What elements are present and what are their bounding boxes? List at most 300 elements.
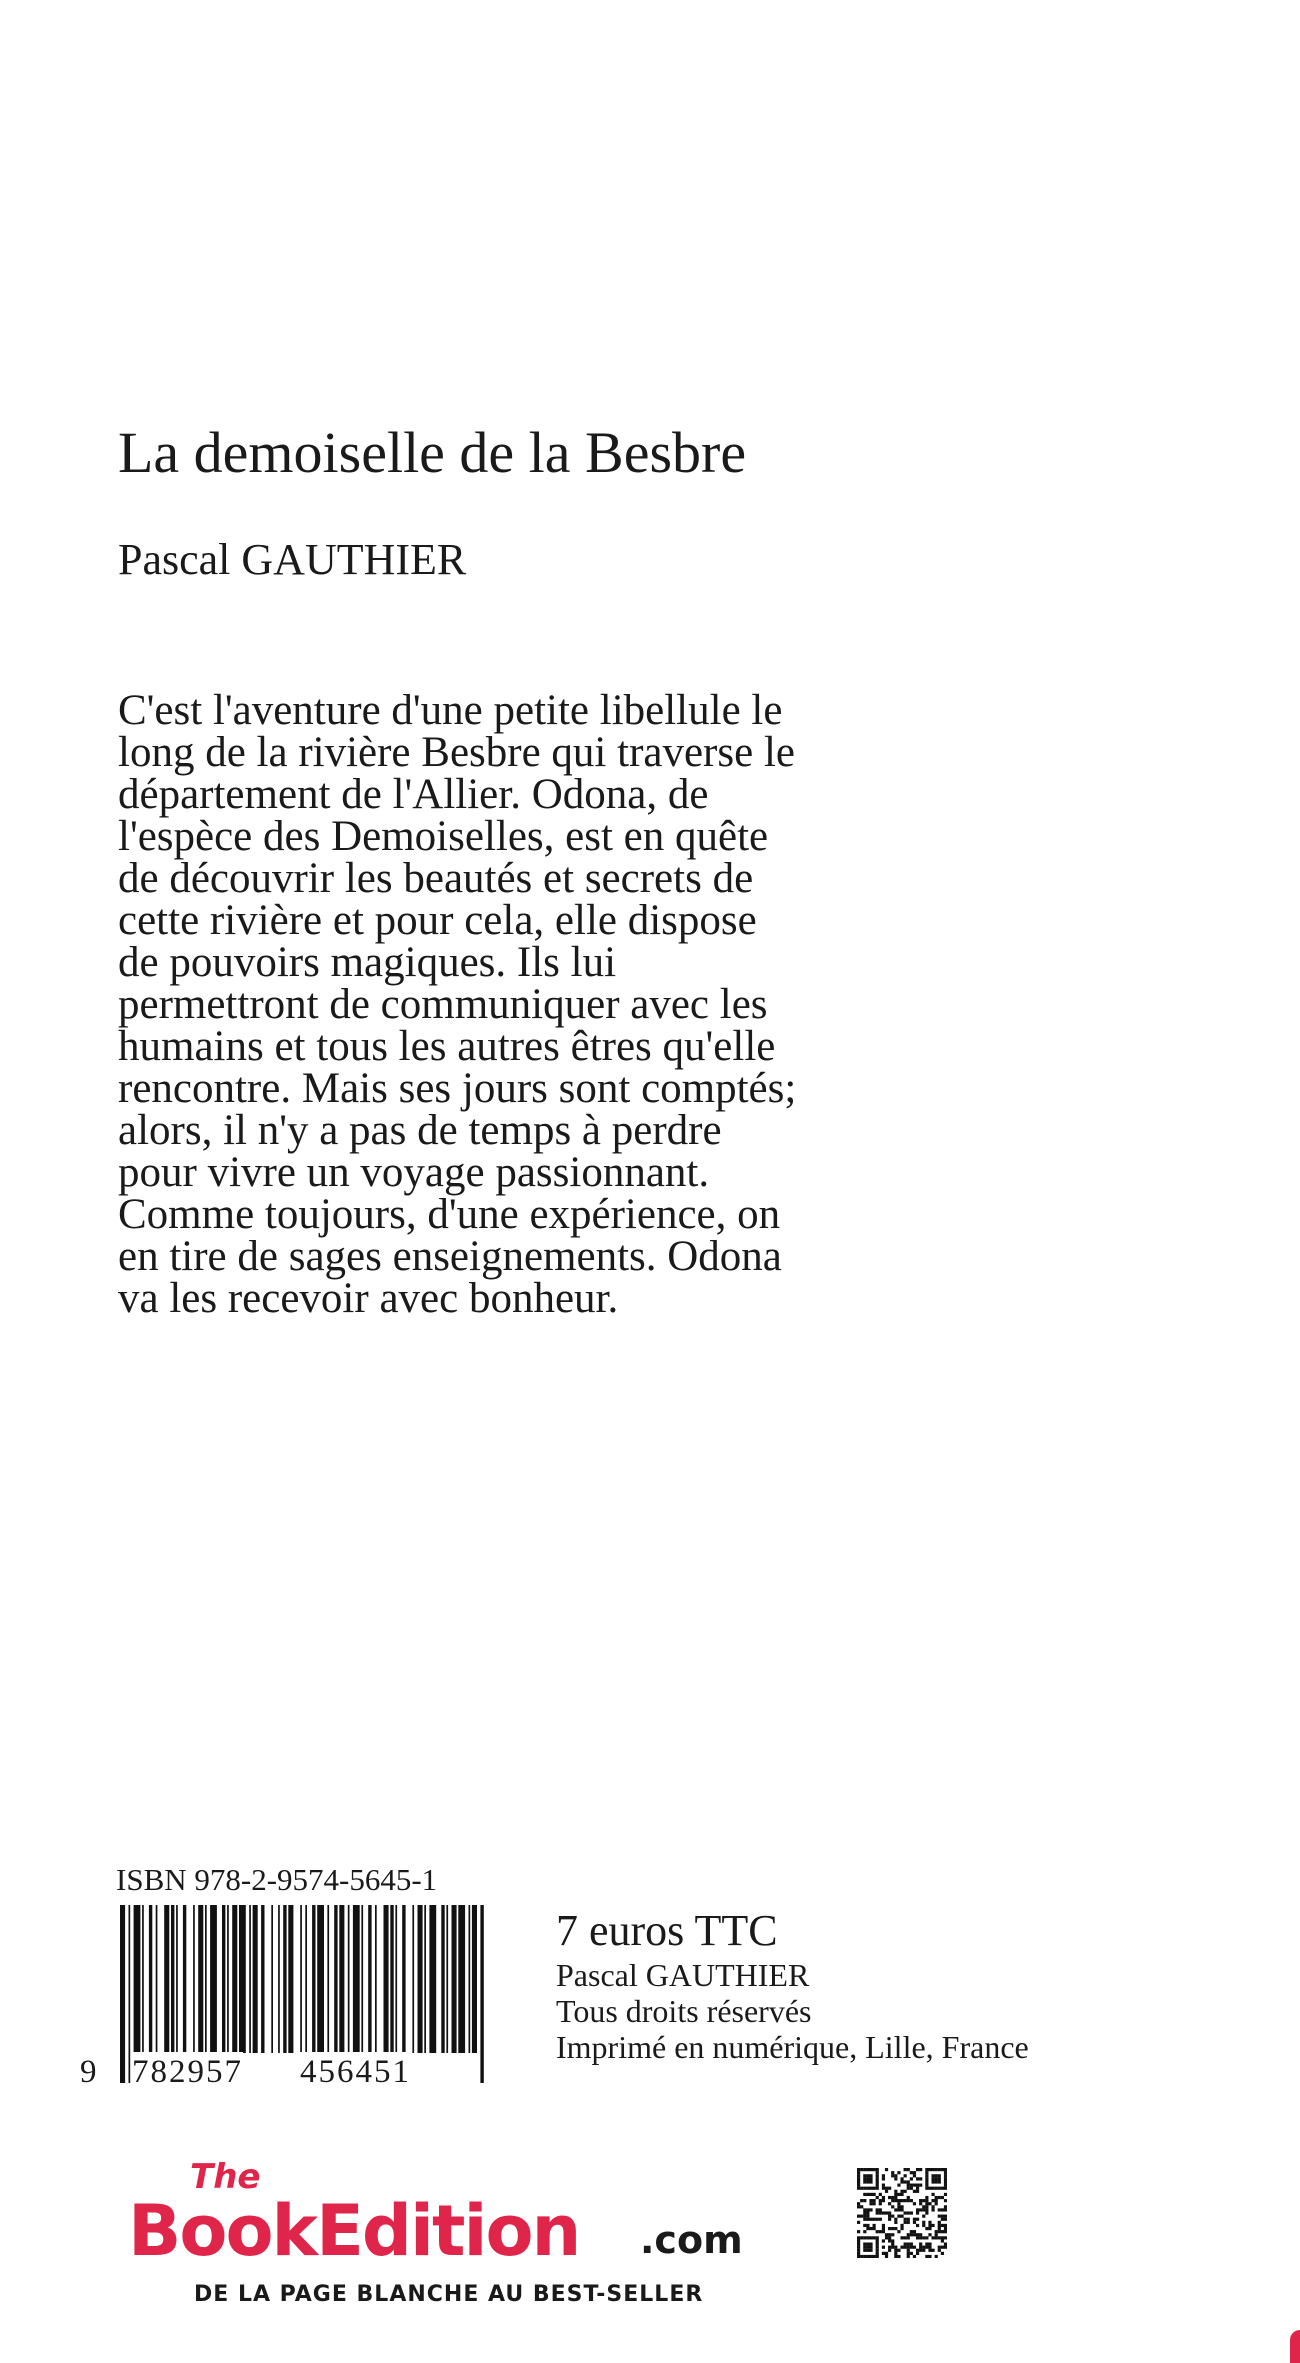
qr-module xyxy=(931,2224,934,2227)
qr-module xyxy=(935,2180,938,2183)
qr-module xyxy=(913,2246,916,2249)
qr-module xyxy=(863,2177,866,2180)
qr-module xyxy=(882,2230,885,2233)
qr-module xyxy=(888,2227,891,2230)
qr-module xyxy=(944,2230,947,2233)
qr-module xyxy=(935,2187,938,2190)
qr-module xyxy=(900,2224,903,2227)
qr-module xyxy=(869,2177,872,2180)
qr-module xyxy=(919,2236,922,2239)
qr-module xyxy=(900,2199,903,2202)
qr-module xyxy=(894,2255,897,2258)
qr-module xyxy=(916,2184,919,2187)
qr-module xyxy=(944,2177,947,2180)
barcode-bar xyxy=(300,1905,302,2053)
qr-module xyxy=(910,2187,913,2190)
qr-module xyxy=(907,2218,910,2221)
qr-module xyxy=(876,2196,879,2199)
qr-module xyxy=(919,2246,922,2249)
blurb-line: l'espèce des Demoiselles, est en quête xyxy=(118,813,769,860)
barcode-bar xyxy=(249,1905,251,2053)
qr-module xyxy=(938,2180,941,2183)
qr-module xyxy=(857,2205,860,2208)
qr-module xyxy=(907,2246,910,2249)
qr-module xyxy=(900,2236,903,2239)
qr-module xyxy=(869,2227,872,2230)
qr-module xyxy=(891,2246,894,2249)
qr-module xyxy=(941,2252,944,2255)
qr-module xyxy=(857,2215,860,2218)
qr-module xyxy=(891,2239,894,2242)
qr-module xyxy=(910,2211,913,2214)
qr-module xyxy=(876,2246,879,2249)
qr-module xyxy=(876,2184,879,2187)
barcode-bar xyxy=(458,1905,465,2053)
qr-module xyxy=(928,2246,931,2249)
qr-module xyxy=(897,2230,900,2233)
qr-module xyxy=(931,2208,934,2211)
barcode-bar xyxy=(232,1905,237,2053)
qr-module xyxy=(866,2187,869,2190)
qr-module xyxy=(863,2187,866,2190)
barcode-bar xyxy=(261,1905,264,2053)
qr-module xyxy=(935,2174,938,2177)
barcode-bar xyxy=(176,1905,178,2053)
qr-module xyxy=(869,2168,872,2171)
barcode-bar xyxy=(424,1905,426,2053)
qr-module xyxy=(876,2208,879,2211)
qr-module xyxy=(866,2242,869,2245)
qr-module xyxy=(938,2215,941,2218)
qr-module xyxy=(866,2208,869,2211)
qr-module xyxy=(944,2199,947,2202)
qr-module xyxy=(882,2177,885,2180)
qr-module xyxy=(894,2249,897,2252)
qr-module xyxy=(857,2174,860,2177)
qr-module xyxy=(935,2233,938,2236)
qr-module xyxy=(863,2218,866,2221)
book-author: Pascal GAUTHIER xyxy=(118,535,467,584)
qr-module xyxy=(910,2199,913,2202)
qr-module xyxy=(944,2208,947,2211)
qr-module xyxy=(860,2205,863,2208)
qr-module xyxy=(894,2199,897,2202)
qr-module xyxy=(857,2177,860,2180)
qr-module xyxy=(863,2236,866,2239)
qr-module xyxy=(904,2211,907,2214)
qr-module xyxy=(873,2199,876,2202)
qr-module xyxy=(888,2211,891,2214)
qr-module xyxy=(882,2196,885,2199)
barcode-bar xyxy=(469,1905,471,2053)
barcode-bar xyxy=(339,1905,344,2053)
qr-module xyxy=(941,2230,944,2233)
qr-module xyxy=(897,2208,900,2211)
qr-module xyxy=(935,2196,938,2199)
qr-module xyxy=(894,2196,897,2199)
qr-module xyxy=(931,2199,934,2202)
info-author: Pascal GAUTHIER xyxy=(556,1957,810,1993)
qr-module xyxy=(938,2224,941,2227)
qr-module xyxy=(869,2193,872,2196)
barcode-bar xyxy=(361,1905,363,2053)
qr-module xyxy=(904,2199,907,2202)
qr-module xyxy=(916,2187,919,2190)
barcode-bar xyxy=(390,1905,393,2053)
qr-module xyxy=(894,2218,897,2221)
qr-module xyxy=(907,2184,910,2187)
qr-module xyxy=(879,2199,882,2202)
qr-module xyxy=(907,2168,910,2171)
qr-module xyxy=(866,2193,869,2196)
blurb-line: cette rivière et pour cela, elle dispose xyxy=(118,897,757,944)
blurb-line: C'est l'aventure d'une petite libellule le xyxy=(118,687,783,734)
qr-module xyxy=(888,2202,891,2205)
qr-module xyxy=(857,2168,860,2171)
barcode-bar xyxy=(205,1905,207,2053)
qr-module xyxy=(944,2218,947,2221)
blurb-line: permettront de communiquer avec les xyxy=(118,981,768,1028)
qr-module xyxy=(879,2193,882,2196)
qr-module xyxy=(894,2193,897,2196)
qr-module xyxy=(935,2255,938,2258)
qr-module xyxy=(904,2190,907,2193)
blurb-line: va les recevoir avec bonheur. xyxy=(118,1275,619,1322)
qr-module xyxy=(863,2242,866,2245)
qr-module xyxy=(928,2242,931,2245)
barcode-bar xyxy=(278,1905,280,2053)
barcode-bar xyxy=(429,1905,436,2053)
qr-module xyxy=(913,2255,916,2258)
qr-module xyxy=(941,2215,944,2218)
qr-module xyxy=(928,2221,931,2224)
qr-module xyxy=(891,2215,894,2218)
qr-module xyxy=(857,2221,860,2224)
qr-module xyxy=(897,2171,900,2174)
qr-module xyxy=(863,2174,866,2177)
qr-module xyxy=(882,2246,885,2249)
qr-module xyxy=(910,2242,913,2245)
qr-module xyxy=(876,2177,879,2180)
qr-module xyxy=(900,2205,903,2208)
qr-module xyxy=(907,2180,910,2183)
qr-module xyxy=(894,2174,897,2177)
qr-module xyxy=(944,2242,947,2245)
qr-module xyxy=(876,2249,879,2252)
qr-module xyxy=(910,2184,913,2187)
qr-module xyxy=(857,2184,860,2187)
qr-module xyxy=(888,2218,891,2221)
barcode-bar xyxy=(149,1905,152,2053)
qr-module xyxy=(919,2233,922,2236)
qr-module xyxy=(925,2255,928,2258)
edge-mark xyxy=(1290,2330,1300,2363)
qr-module xyxy=(860,2255,863,2258)
qr-module xyxy=(888,2215,891,2218)
qr-module xyxy=(907,2236,910,2239)
qr-module xyxy=(931,2187,934,2190)
qr-module xyxy=(941,2196,944,2199)
barcode-bar xyxy=(480,1905,483,2083)
qr-module xyxy=(928,2227,931,2230)
barcode-bar xyxy=(418,1905,423,2053)
qr-module xyxy=(894,2208,897,2211)
qr-module xyxy=(910,2230,913,2233)
qr-module xyxy=(925,2174,928,2177)
qr-module xyxy=(922,2249,925,2252)
qr-module xyxy=(931,2174,934,2177)
qr-module xyxy=(938,2196,941,2199)
qr-module xyxy=(944,2184,947,2187)
qr-module xyxy=(882,2211,885,2214)
qr-module xyxy=(888,2236,891,2239)
qr-module xyxy=(882,2174,885,2177)
qr-module xyxy=(876,2187,879,2190)
qr-module xyxy=(904,2242,907,2245)
qr-module xyxy=(876,2180,879,2183)
qr-module xyxy=(885,2211,888,2214)
qr-module xyxy=(913,2202,916,2205)
qr-module xyxy=(944,2174,947,2177)
back-cover-blurb xyxy=(118,687,978,1322)
qr-module xyxy=(897,2184,900,2187)
qr-module xyxy=(863,2193,866,2196)
qr-module xyxy=(879,2208,882,2211)
qr-module xyxy=(897,2249,900,2252)
qr-module xyxy=(944,2168,947,2171)
qr-module xyxy=(891,2199,894,2202)
qr-module xyxy=(891,2171,894,2174)
barcode-bar xyxy=(142,1905,144,2053)
barcode-bar xyxy=(375,1905,377,2053)
qr-module xyxy=(869,2187,872,2190)
qr-module xyxy=(904,2221,907,2224)
barcode-bar xyxy=(312,1905,315,2053)
qr-module xyxy=(882,2224,885,2227)
qr-module xyxy=(882,2184,885,2187)
qr-module xyxy=(885,2168,888,2171)
barcode-bar xyxy=(446,1905,448,2053)
qr-module xyxy=(922,2208,925,2211)
qr-module xyxy=(907,2252,910,2255)
qr-module xyxy=(876,2230,879,2233)
blurb-line: département de l'Allier. Odona, de xyxy=(118,771,709,818)
barcode-bar xyxy=(129,1905,131,2083)
barcode-bar xyxy=(171,1905,174,2053)
qr-module xyxy=(897,2205,900,2208)
qr-module xyxy=(913,2171,916,2174)
qr-module xyxy=(910,2177,913,2180)
logo-the: The xyxy=(190,2157,261,2197)
qr-module xyxy=(907,2196,910,2199)
qr-module xyxy=(885,2187,888,2190)
qr-module xyxy=(866,2255,869,2258)
qr-module xyxy=(944,2205,947,2208)
qr-module xyxy=(944,2193,947,2196)
qr-module xyxy=(916,2236,919,2239)
qr-module xyxy=(922,2205,925,2208)
qr-module xyxy=(944,2187,947,2190)
qr-module xyxy=(904,2174,907,2177)
qr-module xyxy=(919,2249,922,2252)
qr-module xyxy=(931,2249,934,2252)
qr-module xyxy=(925,2184,928,2187)
qr-module xyxy=(863,2249,866,2252)
qr-module xyxy=(866,2215,869,2218)
qr-module xyxy=(904,2246,907,2249)
barcode-bar xyxy=(348,1905,350,2053)
blurb-line: long de la rivière Besbre qui traverse le xyxy=(118,729,795,776)
qr-module xyxy=(900,2227,903,2230)
qr-module xyxy=(925,2208,928,2211)
qr-module xyxy=(891,2205,894,2208)
qr-module xyxy=(916,2211,919,2214)
blurb-line: de découvrir les beautés et secrets de xyxy=(118,855,754,902)
qr-module xyxy=(913,2174,916,2177)
qr-module xyxy=(876,2218,879,2221)
qr-module xyxy=(913,2190,916,2193)
blurb-line: rencontre. Mais ses jours sont comptés; xyxy=(118,1065,797,1112)
qr-module xyxy=(869,2199,872,2202)
isbn-label: ISBN 978-2-9574-5645-1 xyxy=(116,1862,438,1897)
qr-module xyxy=(935,2177,938,2180)
barcode-bar xyxy=(288,1905,293,2053)
qr-module xyxy=(879,2202,882,2205)
qr-module xyxy=(860,2236,863,2239)
qr-module xyxy=(919,2202,922,2205)
qr-module xyxy=(882,2227,885,2230)
qr-module xyxy=(894,2227,897,2230)
qr-module xyxy=(935,2199,938,2202)
qr-module xyxy=(869,2255,872,2258)
qr-module xyxy=(928,2233,931,2236)
blurb-line: de pouvoirs magiques. Ils lui xyxy=(118,939,617,986)
qr-module xyxy=(866,2224,869,2227)
qr-module xyxy=(904,2168,907,2171)
qr-module xyxy=(876,2236,879,2239)
qr-module xyxy=(941,2168,944,2171)
qr-code-matrix xyxy=(857,2168,947,2258)
qr-module xyxy=(900,2177,903,2180)
barcode-bar xyxy=(222,1905,225,2053)
qr-module xyxy=(873,2187,876,2190)
qr-module xyxy=(897,2215,900,2218)
qr-module xyxy=(863,2230,866,2233)
qr-module xyxy=(879,2230,882,2233)
qr-module xyxy=(863,2180,866,2183)
qr-module xyxy=(928,2255,931,2258)
logo-tagline: DE LA PAGE BLANCHE AU BEST-SELLER xyxy=(194,2282,704,2307)
qr-module xyxy=(919,2199,922,2202)
qr-module xyxy=(863,2168,866,2171)
qr-module xyxy=(922,2215,925,2218)
qr-module xyxy=(916,2233,919,2236)
qr-module xyxy=(888,2249,891,2252)
qr-module xyxy=(935,2202,938,2205)
qr-module xyxy=(857,2230,860,2233)
barcode-bar xyxy=(327,1905,329,2053)
publisher-logo xyxy=(128,2157,743,2322)
qr-module xyxy=(904,2180,907,2183)
barcode-bar xyxy=(183,1905,186,2053)
qr-module xyxy=(907,2249,910,2252)
qr-module xyxy=(860,2168,863,2171)
qr-module xyxy=(876,2239,879,2242)
publication-info xyxy=(556,1905,1029,2065)
qr-module xyxy=(925,2236,928,2239)
qr-module xyxy=(925,2187,928,2190)
qr-module xyxy=(944,2227,947,2230)
qr-module xyxy=(938,2230,941,2233)
qr-module xyxy=(922,2236,925,2239)
qr-module xyxy=(900,2180,903,2183)
qr-module xyxy=(925,2171,928,2174)
qr-module xyxy=(941,2187,944,2190)
qr-module xyxy=(863,2224,866,2227)
qr-module xyxy=(869,2236,872,2239)
qr-module xyxy=(873,2224,876,2227)
barcode-bar xyxy=(134,1905,141,2053)
qr-module xyxy=(891,2174,894,2177)
qr-module xyxy=(925,2246,928,2249)
qr-module xyxy=(866,2180,869,2183)
qr-module xyxy=(894,2177,897,2180)
qr-module xyxy=(891,2233,894,2236)
qr-module xyxy=(944,2236,947,2239)
qr-module xyxy=(928,2224,931,2227)
qr-module xyxy=(913,2230,916,2233)
qr-module xyxy=(869,2180,872,2183)
qr-module xyxy=(944,2224,947,2227)
qr-module xyxy=(925,2168,928,2171)
qr-module xyxy=(894,2190,897,2193)
qr-module xyxy=(922,2199,925,2202)
qr-module xyxy=(857,2249,860,2252)
qr-module xyxy=(941,2246,944,2249)
qr-module xyxy=(863,2211,866,2214)
qr-module xyxy=(869,2242,872,2245)
book-title: La demoiselle de la Besbre xyxy=(118,420,747,485)
qr-module xyxy=(866,2227,869,2230)
qr-module xyxy=(928,2202,931,2205)
qr-module xyxy=(938,2168,941,2171)
qr-module xyxy=(910,2233,913,2236)
qr-module xyxy=(916,2190,919,2193)
qr-module xyxy=(916,2249,919,2252)
qr-module xyxy=(944,2171,947,2174)
qr-module xyxy=(860,2187,863,2190)
qr-module xyxy=(938,2221,941,2224)
barcode-bar xyxy=(156,1905,158,2053)
qr-module xyxy=(857,2180,860,2183)
qr-module xyxy=(900,2246,903,2249)
printing-notice: Imprimé en numérique, Lille, France xyxy=(556,2029,1029,2065)
qr-module xyxy=(894,2252,897,2255)
qr-module xyxy=(897,2255,900,2258)
qr-module xyxy=(919,2184,922,2187)
qr-module xyxy=(922,2224,925,2227)
qr-module xyxy=(866,2249,869,2252)
qr-module xyxy=(866,2246,869,2249)
qr-module xyxy=(894,2221,897,2224)
qr-module xyxy=(882,2252,885,2255)
qr-module xyxy=(879,2218,882,2221)
qr-module xyxy=(907,2199,910,2202)
qr-module xyxy=(944,2215,947,2218)
blurb-line: humains et tous les autres êtres qu'elle xyxy=(118,1023,776,1070)
barcode-bar xyxy=(441,1905,444,2053)
qr-module xyxy=(931,2177,934,2180)
